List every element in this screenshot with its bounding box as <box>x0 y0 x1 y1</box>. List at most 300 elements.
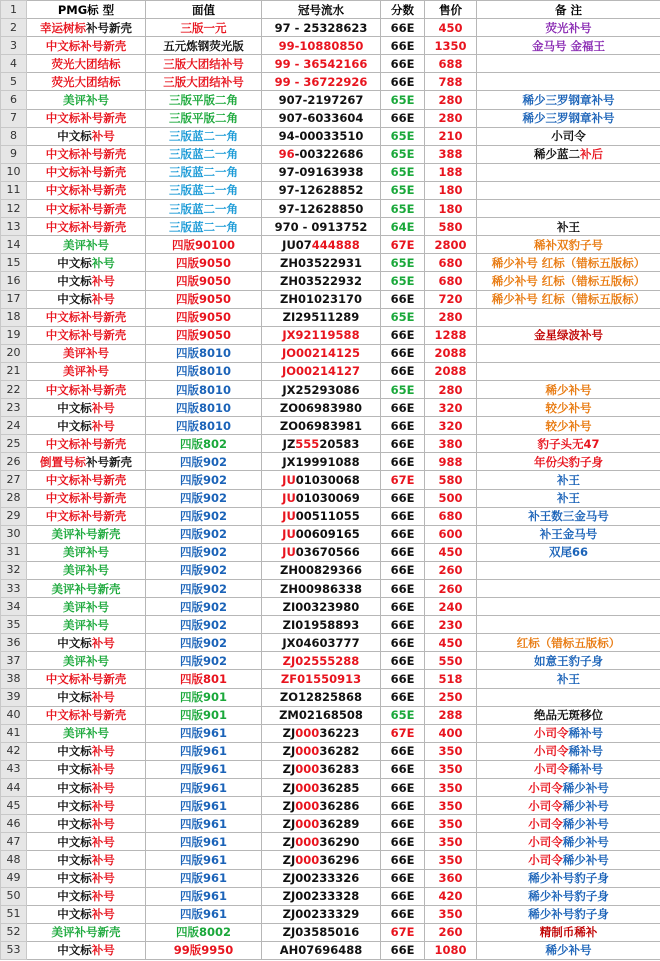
cell-price-text: 450 <box>438 635 463 650</box>
cell-grade-text: 67E <box>390 472 415 487</box>
row-number: 49 <box>1 869 27 887</box>
cell-denomination <box>146 380 262 398</box>
cell-price <box>425 435 477 453</box>
cell-serial-text: 97 - 25328623 <box>274 20 368 35</box>
cell-type <box>27 308 146 326</box>
cell-price <box>425 779 477 797</box>
cell-note-text: 稀少三罗钢章补号 <box>522 111 615 126</box>
cell-grade-text: 66E <box>390 690 415 705</box>
cell-note-text: 稀少补号 <box>562 834 609 849</box>
table-row <box>1 344 660 362</box>
cell-denomination-text: 三版蓝二一角 <box>169 165 238 180</box>
cell-denomination-text: 四版902 <box>179 563 227 578</box>
cell-note-text: 补王金马号 <box>539 527 598 542</box>
cell-serial-text: ZO06983981 <box>279 418 363 433</box>
cell-type-text: 补号 <box>91 889 115 904</box>
table-row <box>1 145 660 163</box>
cell-serial-text: 01030068 <box>295 472 360 487</box>
cell-note-text: 精制币稀补 <box>539 925 598 940</box>
table-row <box>1 380 660 398</box>
cell-note-text: 稀补号 <box>568 726 603 741</box>
cell-note-text: 小司令 <box>551 129 586 144</box>
cell-type <box>27 326 146 344</box>
cell-grade <box>381 851 425 869</box>
cell-type-text: 补号新壳 <box>86 454 132 469</box>
cell-type-text: 补号 <box>91 292 115 307</box>
cell-type-text: 补号 <box>91 871 115 886</box>
cell-denomination <box>146 435 262 453</box>
cell-serial-text: JO00214125 <box>281 346 361 361</box>
cell-note-text: 稀少补号 <box>545 943 592 958</box>
cell-grade-text: 66E <box>390 780 415 795</box>
cell-note <box>477 344 660 362</box>
cell-type <box>27 779 146 797</box>
cell-denomination-text: 四版8010 <box>175 400 231 415</box>
cell-type-text: 荧光大团结标 <box>51 74 121 89</box>
cell-grade-text: 66E <box>390 852 415 867</box>
cell-grade <box>381 507 425 525</box>
header-grade: 分数 <box>381 1 425 19</box>
cell-denomination <box>146 797 262 815</box>
cell-serial-text: 36223 <box>319 726 360 741</box>
cell-serial-text: 99-10880850 <box>278 38 364 53</box>
cell-serial-text: ZJ <box>282 726 296 741</box>
cell-price <box>425 453 477 471</box>
cell-grade <box>381 543 425 561</box>
cell-grade <box>381 272 425 290</box>
cell-price-text: 1288 <box>434 328 467 343</box>
cell-type <box>27 471 146 489</box>
cell-denomination-text: 四版902 <box>179 527 227 542</box>
cell-grade-text: 66E <box>390 38 415 53</box>
cell-note <box>477 742 660 760</box>
cell-price-text: 420 <box>438 889 463 904</box>
cell-grade-text: 66E <box>390 346 415 361</box>
cell-type <box>27 815 146 833</box>
row-number: 6 <box>1 91 27 109</box>
table-row <box>1 580 660 598</box>
cell-price-text: 280 <box>438 93 463 108</box>
cell-type-text: 补号 <box>91 943 115 958</box>
cell-grade-text: 66E <box>390 672 415 687</box>
table-row <box>1 507 660 525</box>
table-row <box>1 91 660 109</box>
table-row <box>1 200 660 218</box>
cell-type-text: 中文标补号新壳 <box>45 436 127 451</box>
cell-serial <box>262 941 381 959</box>
cell-type-text: 补号 <box>86 726 109 741</box>
table-row <box>1 37 660 55</box>
row-number: 34 <box>1 598 27 616</box>
cell-price <box>425 525 477 543</box>
cell-grade-text: 66E <box>390 454 415 469</box>
cell-note-text: 金马号 金福王 <box>531 38 605 53</box>
cell-note <box>477 598 660 616</box>
cell-price-text: 230 <box>438 617 463 632</box>
cell-type-text: 补号 <box>91 852 115 867</box>
cell-serial <box>262 127 381 145</box>
cell-price-text: 788 <box>438 74 463 89</box>
cell-note <box>477 290 660 308</box>
cell-type-text: 中文标补号新壳 <box>45 472 127 487</box>
cell-grade-text: 66E <box>390 762 415 777</box>
cell-price <box>425 598 477 616</box>
cell-serial-text: JU <box>282 545 296 560</box>
cell-denomination <box>146 525 262 543</box>
cell-serial-text: JU <box>282 527 296 542</box>
cell-type-text: 中文标 <box>57 635 92 650</box>
cell-note <box>477 833 660 851</box>
cell-serial-text: ZJ00233326 <box>282 871 360 886</box>
cell-denomination <box>146 471 262 489</box>
cell-type-text: 中文标 <box>57 400 92 415</box>
header-type: PMG标 型 <box>27 1 146 19</box>
cell-serial-text: ZJ <box>282 852 296 867</box>
cell-serial <box>262 37 381 55</box>
cell-serial-text: JX92119588 <box>282 328 360 343</box>
cell-price-text: 500 <box>438 491 463 506</box>
cell-price-text: 350 <box>438 816 463 831</box>
cell-type <box>27 543 146 561</box>
cell-serial <box>262 543 381 561</box>
table-row <box>1 851 660 869</box>
table-row <box>1 308 660 326</box>
cell-grade-text: 66E <box>390 111 415 126</box>
cell-denomination-text: 四版961 <box>179 816 227 831</box>
cell-type-text: 中文标 <box>57 292 92 307</box>
cell-note-text: 小司令 <box>528 798 563 813</box>
cell-serial-text: ZJ <box>282 816 296 831</box>
cell-price-text: 180 <box>438 183 463 198</box>
cell-price <box>425 19 477 37</box>
cell-type-text: 补号 <box>91 816 115 831</box>
cell-serial <box>262 236 381 254</box>
cell-denomination-text: 四版961 <box>179 907 227 922</box>
cell-denomination <box>146 580 262 598</box>
row-number: 22 <box>1 380 27 398</box>
cell-type <box>27 652 146 670</box>
cell-type-text: 中文标补号新壳 <box>45 183 127 198</box>
cell-serial <box>262 73 381 91</box>
cell-denomination-text: 99版9950 <box>173 943 234 958</box>
row-number: 24 <box>1 417 27 435</box>
cell-note <box>477 218 660 236</box>
cell-serial-text: ZJ <box>282 780 296 795</box>
cell-type <box>27 742 146 760</box>
cell-type-text: 中文标补号新壳 <box>45 147 127 162</box>
cell-note <box>477 37 660 55</box>
cell-price <box>425 200 477 218</box>
cell-price-text: 350 <box>438 744 463 759</box>
cell-denomination <box>146 815 262 833</box>
cell-note-text: 金星绿波补号 <box>534 328 603 343</box>
cell-grade-text: 65E <box>390 129 415 144</box>
cell-denomination <box>146 37 262 55</box>
cell-note-text: 稀少补号豹子身 <box>528 871 609 886</box>
cell-type-text: 补号新壳 <box>86 20 132 35</box>
cell-price <box>425 543 477 561</box>
cell-denomination-text: 四版961 <box>179 726 227 741</box>
cell-serial-text: 907-2197267 <box>278 93 364 108</box>
cell-grade <box>381 163 425 181</box>
cell-grade-text: 65E <box>390 708 415 723</box>
cell-serial-text: 907-6033604 <box>278 111 364 126</box>
cell-type-text: 中文标补号新壳 <box>45 509 127 524</box>
cell-note <box>477 471 660 489</box>
row-number: 7 <box>1 109 27 127</box>
cell-price <box>425 145 477 163</box>
cell-grade <box>381 236 425 254</box>
cell-serial-text: AH07696488 <box>279 943 363 958</box>
cell-denomination <box>146 833 262 851</box>
cell-type-text: 补号新壳 <box>80 38 127 53</box>
cell-price <box>425 37 477 55</box>
cell-denomination-text: 四版8002 <box>175 925 231 940</box>
cell-type <box>27 833 146 851</box>
cell-serial <box>262 525 381 543</box>
row-number: 28 <box>1 489 27 507</box>
cell-grade <box>381 797 425 815</box>
cell-serial <box>262 453 381 471</box>
cell-serial-text: 000 <box>295 780 320 795</box>
cell-note-text: 补王 <box>557 219 580 234</box>
cell-note-text: 稀少补号豹子身 <box>528 889 609 904</box>
cell-price <box>425 272 477 290</box>
cell-price-text: 450 <box>438 545 463 560</box>
cell-denomination-text: 四版802 <box>179 436 227 451</box>
cell-type-text: 补号 <box>86 563 109 578</box>
cell-grade-text: 66E <box>390 563 415 578</box>
table-row <box>1 362 660 380</box>
cell-type <box>27 145 146 163</box>
cell-denomination-text: 四版90100 <box>171 237 235 252</box>
cell-price <box>425 507 477 525</box>
cell-type-text: 倒置号标 <box>40 454 86 469</box>
cell-type-text: 补号 <box>86 364 109 379</box>
cell-serial <box>262 181 381 199</box>
cell-price-text: 260 <box>438 563 463 578</box>
cell-grade <box>381 489 425 507</box>
row-number: 10 <box>1 163 27 181</box>
cell-price-text: 188 <box>438 165 463 180</box>
row-number: 53 <box>1 941 27 959</box>
cell-grade-text: 65E <box>390 382 415 397</box>
table-row <box>1 453 660 471</box>
cell-note-text: 较少补号 <box>545 418 592 433</box>
cell-grade-text: 66E <box>390 527 415 542</box>
cell-grade <box>381 73 425 91</box>
row-number: 25 <box>1 435 27 453</box>
cell-grade <box>381 598 425 616</box>
cell-type-text: 中文标补号新壳 <box>45 201 127 216</box>
cell-type-text: 补号 <box>86 545 109 560</box>
cell-denomination-text: 四版8010 <box>175 382 231 397</box>
cell-note <box>477 181 660 199</box>
cell-note-text: 如意王豹子身 <box>534 653 603 668</box>
cell-grade-text: 66E <box>390 545 415 560</box>
cell-price-text: 350 <box>438 907 463 922</box>
cell-grade <box>381 887 425 905</box>
cell-note-text: 小司令 <box>528 834 563 849</box>
cell-type <box>27 453 146 471</box>
cell-note <box>477 616 660 634</box>
cell-denomination <box>146 91 262 109</box>
cell-type <box>27 851 146 869</box>
cell-denomination-text: 三版蓝二一角 <box>169 219 238 234</box>
cell-type <box>27 380 146 398</box>
cell-type-text: 中文标 <box>57 907 92 922</box>
cell-serial <box>262 308 381 326</box>
cell-grade <box>381 109 425 127</box>
cell-grade-text: 66E <box>390 581 415 596</box>
row-number: 13 <box>1 218 27 236</box>
cell-note-text: 稀少补号 <box>562 798 609 813</box>
cell-grade-text: 65E <box>390 273 415 288</box>
table-row <box>1 652 660 670</box>
cell-grade <box>381 905 425 923</box>
cell-type <box>27 887 146 905</box>
cell-type-text: 中文标 <box>57 744 92 759</box>
table-row <box>1 905 660 923</box>
cell-grade-text: 65E <box>390 147 415 162</box>
cell-type <box>27 181 146 199</box>
cell-grade-text: 66E <box>390 871 415 886</box>
cell-serial-text: 36282 <box>319 744 360 759</box>
cell-note <box>477 797 660 815</box>
cell-grade <box>381 941 425 959</box>
cell-price <box>425 471 477 489</box>
cell-denomination <box>146 362 262 380</box>
cell-denomination <box>146 109 262 127</box>
cell-type-text: 中文标 <box>57 852 92 867</box>
row-number: 52 <box>1 923 27 941</box>
cell-note <box>477 489 660 507</box>
cell-serial-text: 36283 <box>319 762 360 777</box>
cell-grade-text: 66E <box>390 744 415 759</box>
cell-denomination-text: 三版平版二角 <box>169 111 238 126</box>
cell-serial-text: 00609165 <box>295 527 360 542</box>
cell-note-text: 红标（错标五版标） <box>516 635 621 650</box>
cell-grade <box>381 127 425 145</box>
cell-denomination-text: 四版902 <box>179 617 227 632</box>
cell-type-text: 补号 <box>91 400 115 415</box>
table-row <box>1 598 660 616</box>
cell-price <box>425 163 477 181</box>
cell-serial-text: JX04603777 <box>282 635 360 650</box>
cell-grade <box>381 55 425 73</box>
cell-price-text: 450 <box>438 20 463 35</box>
row-number: 50 <box>1 887 27 905</box>
cell-type-text: 中文标 <box>57 889 92 904</box>
row-number: 36 <box>1 634 27 652</box>
cell-grade <box>381 344 425 362</box>
cell-denomination <box>146 218 262 236</box>
cell-grade-text: 66E <box>390 74 415 89</box>
cell-grade <box>381 815 425 833</box>
table-row <box>1 127 660 145</box>
row-number: 42 <box>1 742 27 760</box>
cell-price-text: 210 <box>438 129 463 144</box>
table-row <box>1 399 660 417</box>
cell-serial-text: 000 <box>295 834 320 849</box>
cell-denomination <box>146 507 262 525</box>
cell-price-text: 680 <box>438 273 463 288</box>
cell-note-text: 稀少补号 <box>562 852 609 867</box>
cell-grade <box>381 742 425 760</box>
cell-price-text: 180 <box>438 201 463 216</box>
cell-type-text: 补号 <box>91 780 115 795</box>
cell-serial-text: 555 <box>295 436 320 451</box>
cell-price-text: 600 <box>438 527 463 542</box>
cell-note-text: 补王 <box>557 491 580 506</box>
cell-note <box>477 905 660 923</box>
cell-note-text: 稀少补号 红标（错标五版标） <box>491 273 646 288</box>
cell-grade <box>381 525 425 543</box>
cell-price <box>425 236 477 254</box>
cell-price <box>425 706 477 724</box>
cell-serial <box>262 670 381 688</box>
cell-grade <box>381 580 425 598</box>
cell-grade <box>381 254 425 272</box>
header-row <box>1 1 660 19</box>
cell-denomination-text: 四版902 <box>179 635 227 650</box>
cell-note <box>477 688 660 706</box>
cell-denomination-text: 三版蓝二一角 <box>169 129 238 144</box>
row-number: 39 <box>1 688 27 706</box>
cell-serial <box>262 742 381 760</box>
cell-price <box>425 73 477 91</box>
cell-price-text: 280 <box>438 310 463 325</box>
cell-price-text: 280 <box>438 111 463 126</box>
table-row <box>1 833 660 851</box>
cell-note-text: 荧光补号 <box>545 20 592 35</box>
cell-type-text: 中文标 <box>57 816 92 831</box>
cell-denomination-text: 四版8010 <box>175 364 231 379</box>
cell-type-text: 美评 <box>63 237 86 252</box>
cell-serial-text: 000 <box>295 744 320 759</box>
cell-serial <box>262 797 381 815</box>
row-number: 4 <box>1 55 27 73</box>
cell-denomination-text: 四版961 <box>179 762 227 777</box>
row-number: 21 <box>1 362 27 380</box>
cell-serial <box>262 851 381 869</box>
cell-grade-text: 65E <box>390 183 415 198</box>
cell-type-text: 美评 <box>63 364 86 379</box>
cell-serial-text: ZH00986338 <box>280 581 362 596</box>
header-note: 备 注 <box>477 1 660 19</box>
cell-denomination <box>146 272 262 290</box>
cell-denomination <box>146 706 262 724</box>
cell-grade <box>381 453 425 471</box>
cell-denomination <box>146 489 262 507</box>
cell-note <box>477 652 660 670</box>
cell-denomination <box>146 561 262 579</box>
cell-grade-text: 65E <box>390 201 415 216</box>
cell-serial <box>262 163 381 181</box>
cell-type <box>27 580 146 598</box>
header-denomination: 面值 <box>146 1 262 19</box>
cell-serial-text: ZJ03585016 <box>282 925 360 940</box>
cell-grade-text: 65E <box>390 310 415 325</box>
cell-type-text: 美评 <box>63 599 86 614</box>
cell-denomination-text: 四版961 <box>179 871 227 886</box>
cell-type <box>27 362 146 380</box>
cell-note <box>477 380 660 398</box>
cell-denomination-text: 四版902 <box>179 491 227 506</box>
cell-price-text: 350 <box>438 780 463 795</box>
cell-denomination <box>146 344 262 362</box>
cell-grade <box>381 435 425 453</box>
